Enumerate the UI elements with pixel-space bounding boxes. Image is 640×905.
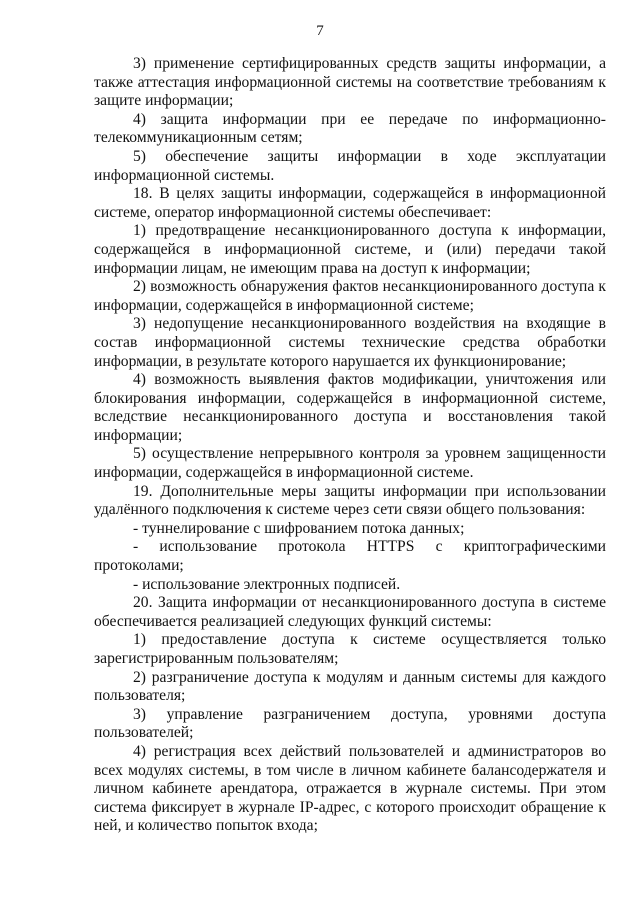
list-item-https: - использование протокола HTTPS с криптографическими протоколами; [94, 538, 606, 575]
paragraph-18-1: 1) предотвращение несанкционированного доступа к информации, содержащейся в информационной системе, и (или) передачи такой информации лицам, не имеющим права на доступ к информации; [94, 222, 606, 277]
list-item-signatures: - использование электронных подписей. [133, 575, 401, 593]
paragraph-17-3: 3) применение сертифицированных средств защиты информации, а также аттестация информационной системы на соответствие требованиям к защите информации; [94, 55, 606, 110]
paragraph-19: 19. Дополнительные меры защиты информации при использовании удалённого подключения к системе через сети связи общего пользования: [94, 482, 606, 519]
paragraph-17-5: 5) обеспечение защиты информации в ходе эксплуатации информационной системы. [94, 147, 606, 184]
paragraph-18-4: 4) возможность выявления фактов модификации, уничтожения или блокирования информации, содержащейся в информационной системе, вследствие несанкционированного доступа и восстановления такой информации; [94, 371, 606, 444]
paragraph-20-2: 2) разграничение доступа к модулям и данным системы для каждого пользователя; [94, 668, 606, 705]
paragraph-20-4: 4) регистрация всех действий пользователей и администраторов во всех модулях системы, в том числе в личном кабинете балансодержателя и личном кабинете арендатора, отражается в журнале системы. При этом система фиксирует в журнале IP-адрес, с которого происходит обращение к ней, и количество попыток входа; [94, 742, 606, 835]
document-body [94, 55, 606, 836]
paragraph-20: 20. Защита информации от несанкционированного доступа в системе обеспечивается реализацией следующих функций системы: [94, 594, 606, 630]
paragraph-18-2: 2) возможность обнаружения фактов несанкционированного доступа к информации, содержащейся в информационной системе; [94, 278, 606, 314]
paragraph-18: 18. В целях защиты информации, содержащейся в информационной системе, оператор информационной системы обеспечивает: [94, 185, 606, 221]
paragraph-18-5: 5) осуществление непрерывного контроля за уровнем защищенности информации, содержащейся в информационной системе. [94, 445, 606, 482]
page-number: 7 [316, 23, 324, 39]
list-item-tunneling: - туннелирование с шифрованием потока данных; [133, 519, 465, 537]
paragraph-20-3: 3) управление разграничением доступа, уровнями доступа пользователей; [94, 705, 606, 742]
paragraph-18-3: 3) недопущение несанкционированного воздействия на входящие в состав информационной системы технические средства обработки информации, в результате которого нарушается их функционирование; [94, 315, 606, 370]
paragraph-20-1: 1) предоставление доступа к системе осуществляется только зарегистрированным пользователям; [94, 631, 606, 667]
paragraph-17-4: 4) защита информации при ее передаче по информационно-телекоммуникационным сетям; [94, 110, 606, 147]
